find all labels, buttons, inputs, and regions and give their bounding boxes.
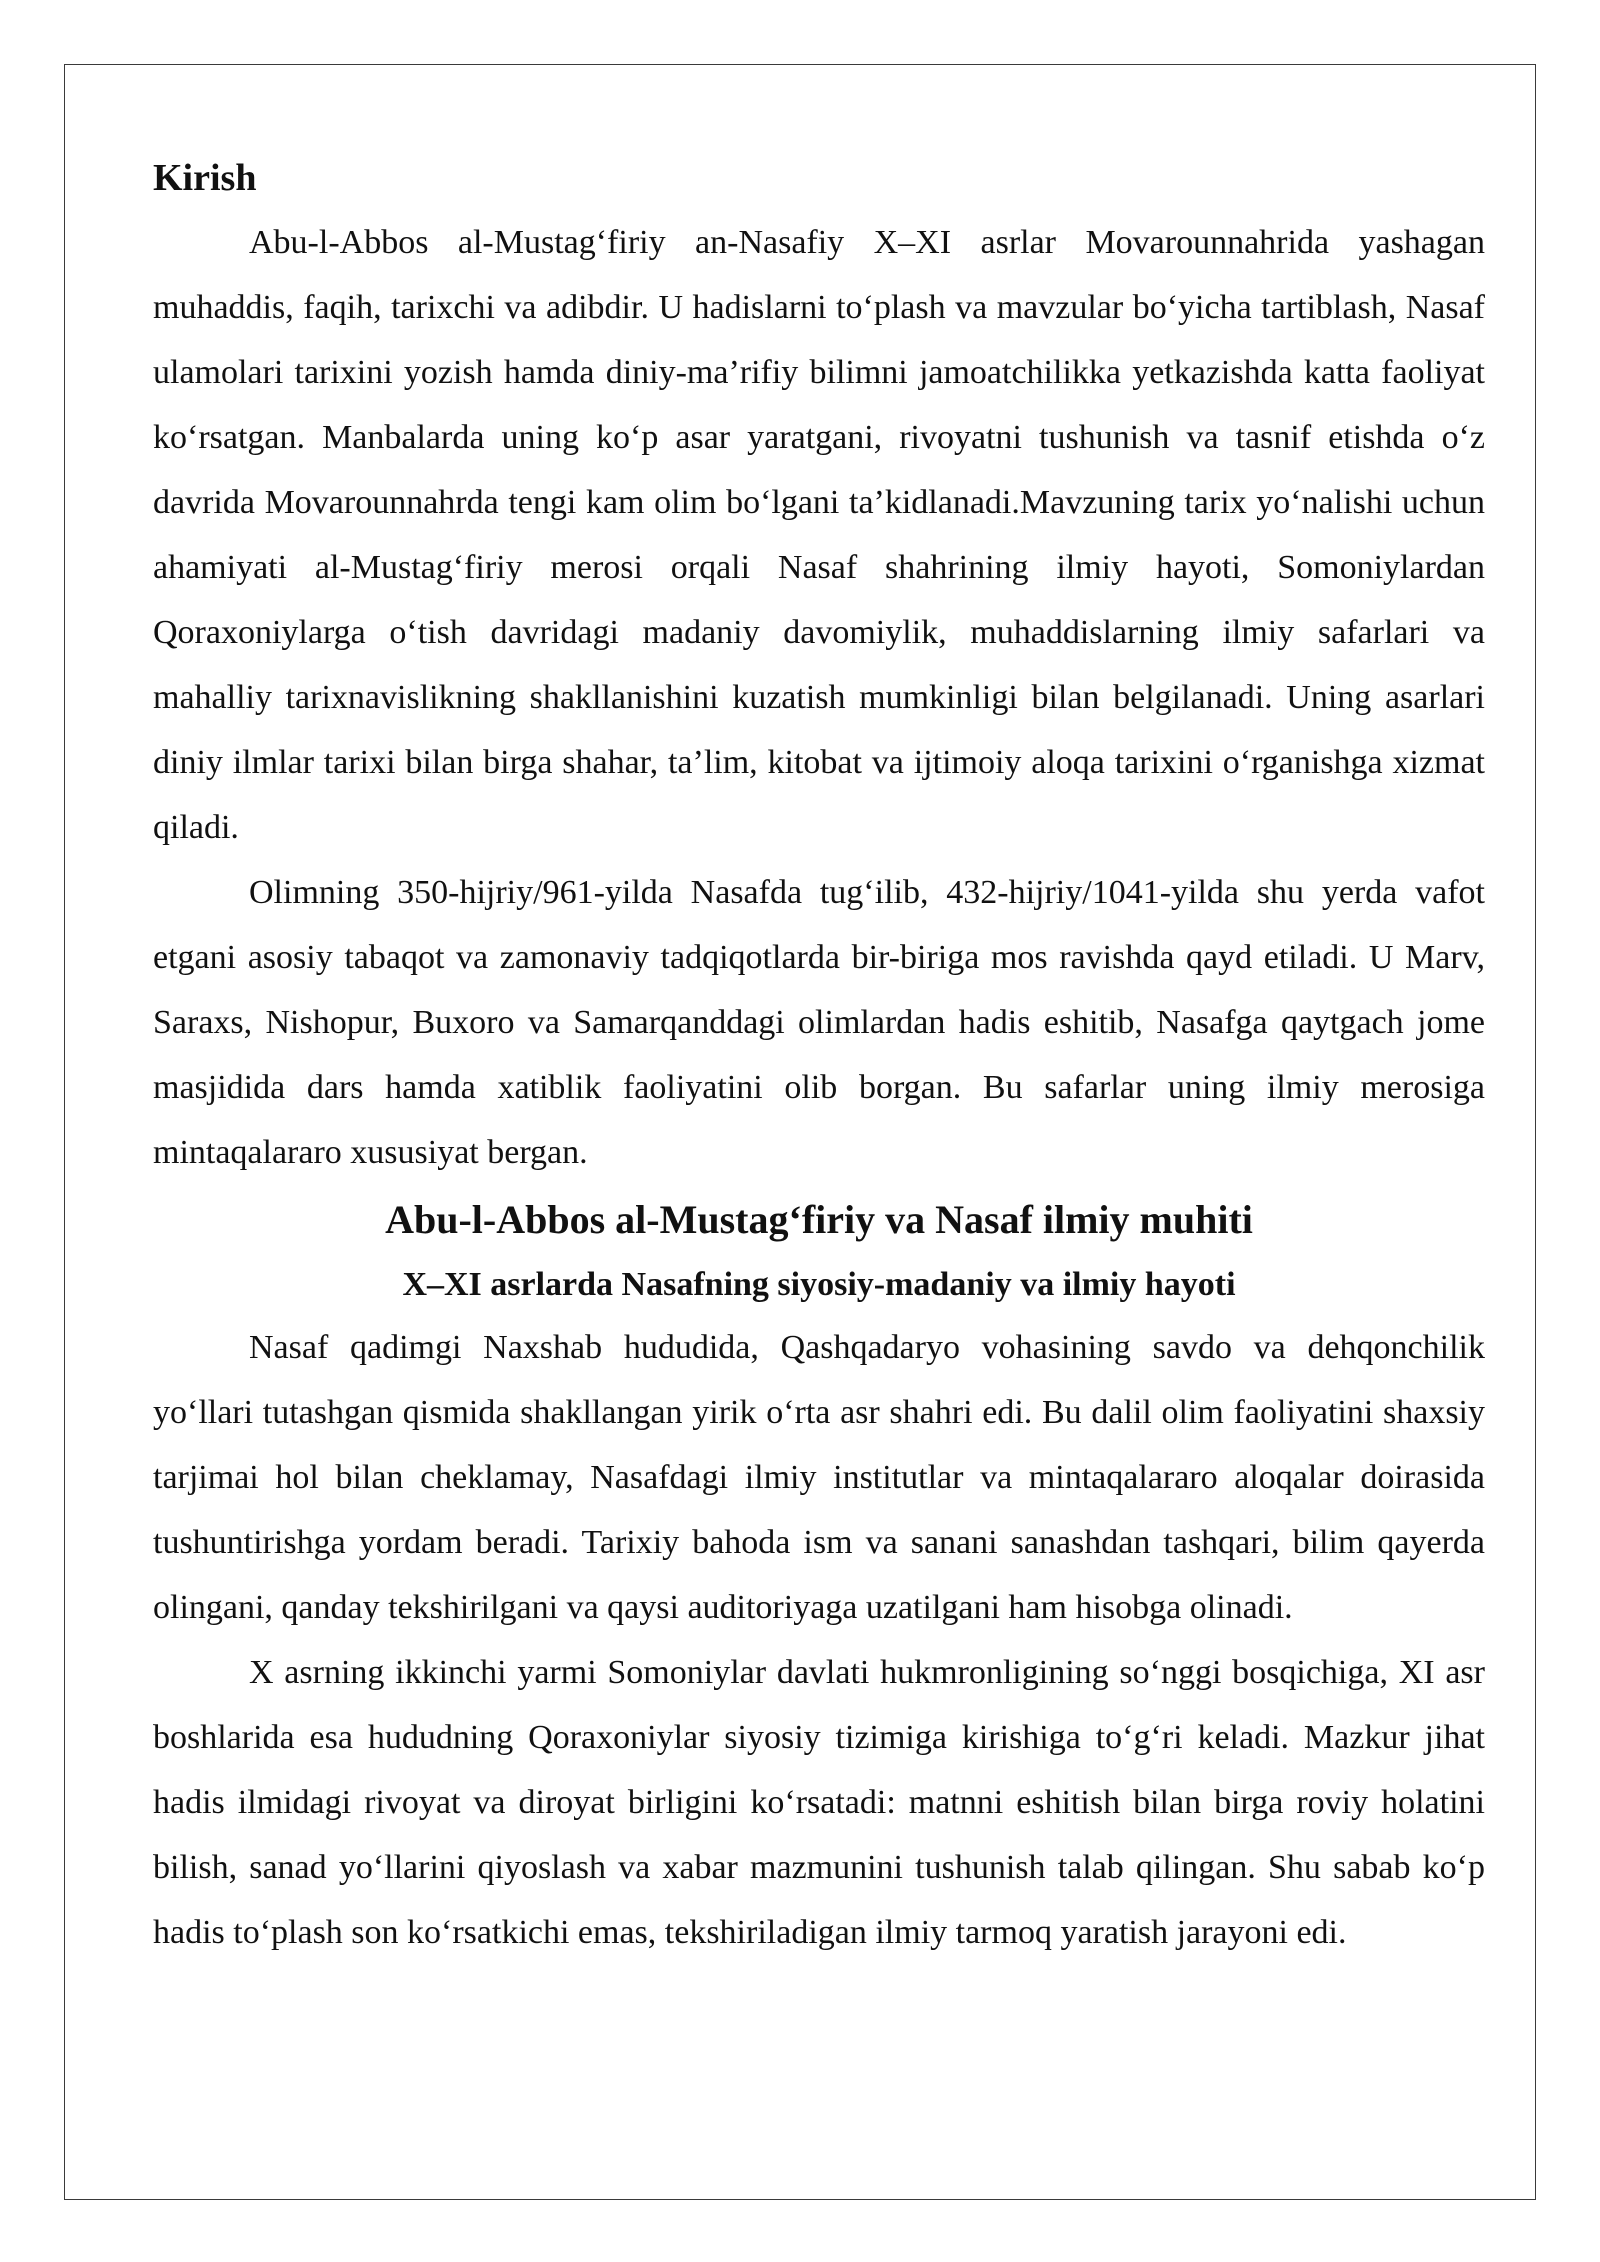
- paragraph: Olimning 350-hijriy/961-yilda Nasafda tug‘ilib, 432-hijriy/1041-yilda shu yerda vafot etgani asosiy tabaqot va zamonaviy tadqiqotlarda bir-biriga mos ravishda qayd etiladi. U Marv, Saraxs, Nishopur, Buxoro va Samarqanddagi olimlardan hadis eshitib, Nasafga qaytgach jome masjidida dars hamda xatiblik faoliyatini olib borgan. Bu safarlar uning ilmiy merosiga mintaqalararo xususiyat bergan.: [153, 874, 1485, 1171]
- paragraph: X asrning ikkinchi yarmi Somoniylar davlati hukmronligining so‘nggi bosqichiga, XI asr boshlarida esa hududning Qoraxoniylar siyosiy tizimiga kirishiga to‘g‘ri keladi. Mazkur jihat hadis ilmidagi rivoyat va diroyat birligini ko‘rsatadi: matnni eshitish bilan birga roviy holatini bilish, sanad yo‘llarini qiyoslash va xabar mazmunini tushunish talab qilingan. Shu sabab ko‘p hadis to‘plash son ko‘rsatkichi emas, tekshiriladigan ilmiy tarmoq yaratish jarayoni edi.: [153, 1654, 1485, 1951]
- section-heading: Abu-l-Abbos al-Mustag‘firiy va Nasaf ilmiy muhiti: [385, 1197, 1253, 1242]
- paragraph: Nasaf qadimgi Naxshab hududida, Qashqadaryo vohasining savdo va dehqonchilik yo‘llari tutashgan qismida shakllangan yirik o‘rta asr shahri edi. Bu dalil olim faoliyatini shaxsiy tarjimai hol bilan cheklamay, Nasafdagi ilmiy institutlar va mintaqalararo aloqalar doirasida tushuntirishga yordam beradi. Tarixiy bahoda ism va sanani sanashdan tashqari, bilim qayerda olingani, qanday tekshirilgani va qaysi auditoriyaga uzatilgani ham hisobga olinadi.: [153, 1329, 1485, 1626]
- page-content: [153, 150, 1485, 1965]
- paragraph: Abu-l-Abbos al-Mustag‘firiy an-Nasafiy X–XI asrlar Movarounnahrida yashagan muhaddis, faqih, tarixchi va adibdir. U hadislarni to‘plash va mavzular bo‘yicha tartiblash, Nasaf ulamolari tarixini yozish hamda diniy-ma’rifiy bilimni jamoatchilikka yetkazishda katta faoliyat ko‘rsatgan. Manbalarda uning ko‘p asar yaratgani, rivoyatni tushunish va tasnif etishda o‘z davrida Movarounnahrda tengi kam olim bo‘lgani ta’kidlanadi.Mavzuning tarix yo‘nalishi uchun ahamiyati al-Mustag‘firiy merosi orqali Nasaf shahrining ilmiy hayoti, Somoniylardan Qoraxoniylarga o‘tish davridagi madaniy davomiylik, muhaddislarning ilmiy safarlari va mahalliy tarixnavislikning shakllanishini kuzatish mumkinligi bilan belgilanadi. Uning asarlari diniy ilmlar tarixi bilan birga shahar, ta’lim, kitobat va ijtimoiy aloqa tarixini o‘rganishga xizmat qiladi.: [153, 224, 1485, 846]
- intro-heading: Kirish: [153, 157, 257, 199]
- subsection-heading: X–XI asrlarda Nasafning siyosiy-madaniy va ilmiy hayoti: [402, 1266, 1236, 1303]
